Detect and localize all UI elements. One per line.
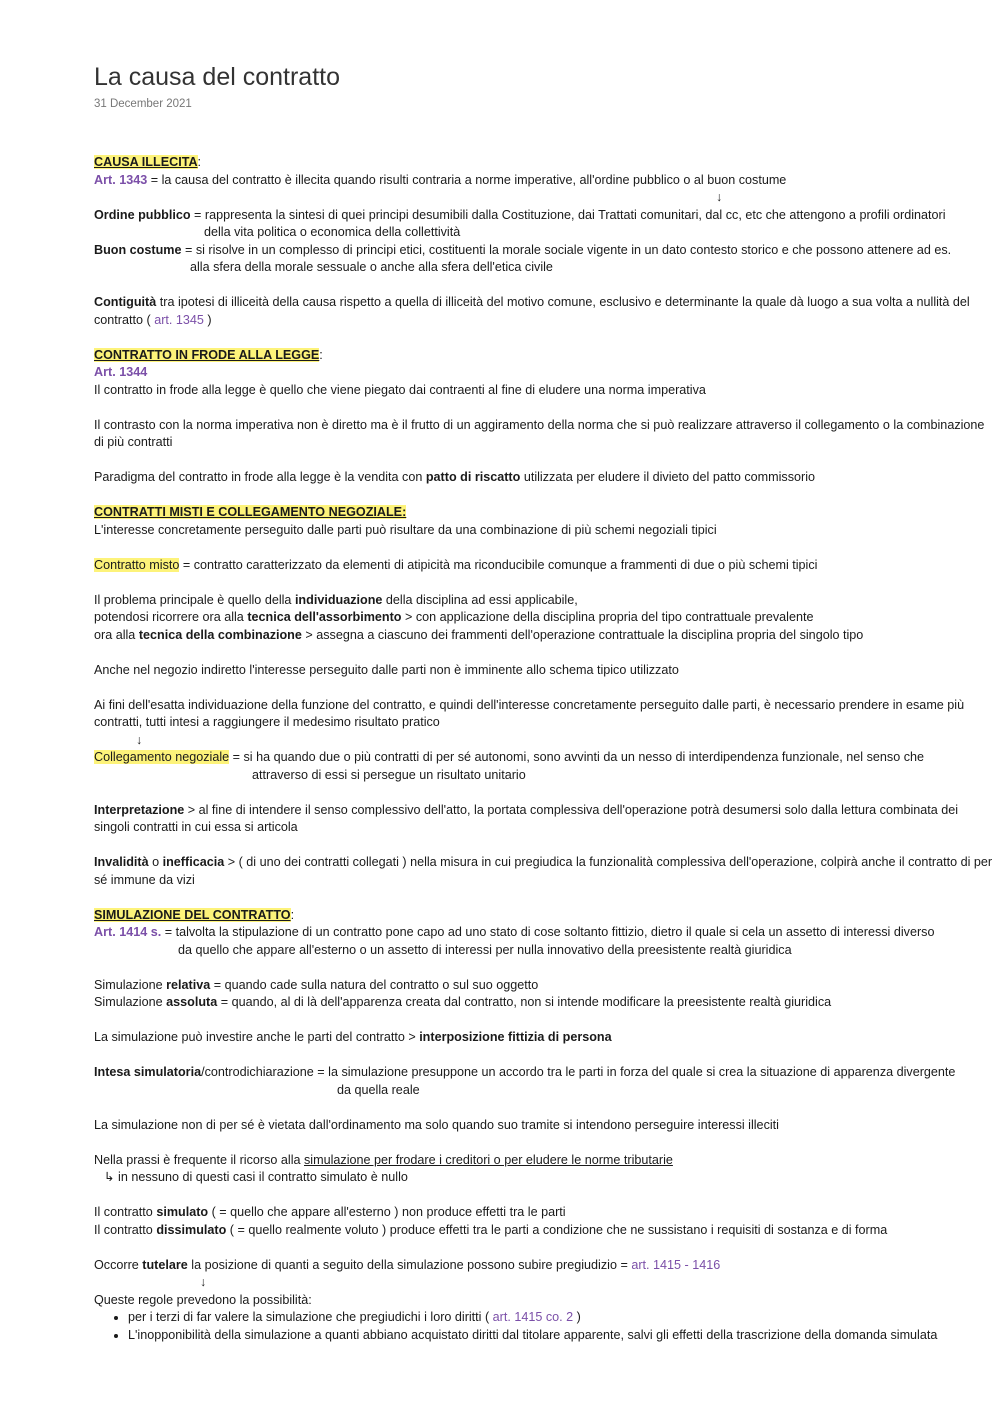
paragraph — [94, 207, 994, 225]
paragraph — [94, 242, 994, 260]
term: individuazione — [294, 592, 383, 607]
text: Simulazione — [94, 995, 167, 1009]
paragraph-continuation: attraverso di essi si persegue un risultato unitario — [252, 767, 526, 782]
text: Paradigma del contratto in frode alla legge è la vendita con — [94, 470, 426, 484]
text: L'inopponibilità della simulazione a quanti abbiano acquistato diritti dal titolare apparente, salvi gli effetti della trascrizione della domanda simulata — [128, 1327, 938, 1342]
term: Ordine pubblico — [94, 207, 191, 222]
section-heading-causa-illecita: CAUSA ILLECITA: — [94, 155, 202, 169]
text: > al fine di intendere il senso complessivo dell'atto, la portata complessiva dell'operazione potrà desumersi solo dalla lettura combinata dei singoli contratti in cui essa si articola — [94, 802, 959, 834]
paragraph — [94, 924, 994, 942]
heading-text: CONTRATTO IN FRODE ALLA LEGGE — [94, 347, 320, 362]
term: Intesa simulatoria — [94, 1065, 202, 1079]
paragraph — [94, 609, 994, 627]
list-item — [128, 1309, 994, 1327]
text: ora alla — [94, 627, 139, 642]
text: Simulazione — [94, 977, 167, 992]
article-reference: Art. 1414 s. — [94, 925, 162, 939]
paragraph — [94, 1222, 994, 1240]
text: la posizione di quanti a seguito della simulazione possono subire pregiudizio = — [187, 1257, 632, 1272]
highlighted-term: Contratto misto — [94, 557, 180, 572]
text: tra ipotesi di illiceità della causa rispetto a quella di illiceità del motivo comune, esclusivo e determinante la quale dà luogo a sua volta a nullità del contratto ( — [94, 295, 970, 327]
paragraph — [94, 1064, 994, 1082]
paragraph — [94, 1169, 994, 1187]
down-arrow-icon: ↓ — [716, 190, 723, 204]
paragraph — [94, 1152, 994, 1170]
bullet-list — [94, 1309, 994, 1344]
term: dissimulato — [156, 1222, 227, 1237]
text: = talvolta la stipulazione di un contratto pone capo ad uno stato di cose soltanto fittizio, dietro il quale si cela un assetto di interessi diverso — [161, 925, 935, 939]
term: Contiguità — [94, 295, 157, 309]
underlined-text: simulazione per frodare i creditori o per eludere le norme tributarie — [304, 1152, 673, 1167]
text: ( = quello che appare all'esterno ) non produce effetti tra le parti — [208, 1205, 566, 1219]
text: > ( di uno dei contratti collegati ) nella misura in cui pregiudica la funzionalità complessiva dell'operazione, colpirà anche il contratto di per sé immune da vizi — [94, 855, 993, 887]
text: potendosi ricorrere ora alla — [94, 610, 248, 624]
text: o — [148, 855, 163, 869]
down-arrow-icon: ↓ — [136, 732, 143, 747]
paragraph: Queste regole prevedono la possibilità: — [94, 1292, 312, 1307]
paragraph: Il contratto in frode alla legge è quello che viene piegato dai contraenti al fine di eludere una norma imperativa — [94, 382, 706, 397]
paragraph: Ai fini dell'esatta individuazione della funzione del contratto, e quindi dell'interesse concretamente perseguito dalle parti, è necessario prendere in esame più contratti, tutti intesi a raggiungere il medesimo risultato pratico — [94, 697, 965, 729]
paragraph — [94, 294, 994, 329]
paragraph — [94, 469, 994, 487]
page-date: 31 December 2021 — [94, 98, 192, 110]
paragraph: La simulazione non di per sé è vietata dall'ordinamento ma solo quando suo tramite si intendono perseguire interessi illeciti — [94, 1117, 779, 1132]
text: Il problema principale è quello della — [94, 592, 295, 607]
text: = rappresenta la sintesi di quei principi desumibili dalla Costituzione, dai Trattati comunitari, dal cc, etc che attengono a profili ordinatori — [190, 207, 946, 222]
text: Occorre — [94, 1257, 143, 1272]
section-heading-contratti-misti — [94, 504, 994, 522]
heading-text: SIMULAZIONE DEL CONTRATTO — [94, 907, 291, 922]
paragraph: Il contrasto con la norma imperativa non è diretto ma è il frutto di un aggiramento della norma che si può realizzare attraverso il collegamento o la combinazione di più contratti — [94, 417, 985, 449]
text: = quando, al di là dell'apparenza creata dal contratto, non si intende modificare la preesistente realtà giuridica — [217, 995, 832, 1009]
term: Interpretazione — [94, 802, 185, 817]
article-reference: art. 1345 — [154, 312, 204, 327]
list-item — [128, 1327, 994, 1345]
paragraph — [94, 627, 994, 645]
text: = contratto caratterizzato da elementi di atipicità ma riconducibile comunque a frammenti di due o più schemi tipici — [179, 557, 818, 572]
term: tutelare — [142, 1257, 188, 1272]
article-reference: Art. 1343 — [94, 172, 148, 187]
term: Invalidità — [94, 855, 149, 869]
text: Il contratto — [94, 1222, 157, 1237]
note-body — [94, 154, 994, 1344]
page-title: La causa del contratto — [94, 63, 340, 91]
term: simulato — [156, 1205, 209, 1219]
text: = quando cade sulla natura del contratto o sul suo oggetto — [210, 977, 539, 992]
text: Nella prassi è frequente il ricorso alla — [94, 1152, 304, 1167]
paragraph — [94, 977, 994, 995]
term: tecnica della combinazione — [138, 627, 302, 642]
text: = la causa del contratto è illecita quando risulti contraria a norme imperative, all'ordine pubblico o al buon costume — [147, 172, 787, 187]
article-reference: art. 1415 co. 2 — [492, 1310, 574, 1324]
term: relativa — [166, 977, 211, 992]
paragraph — [94, 557, 994, 575]
text: > con applicazione della disciplina propria del tipo contrattuale prevalente — [401, 610, 814, 624]
section-heading-frode-legge: CONTRATTO IN FRODE ALLA LEGGE: — [94, 347, 323, 362]
paragraph — [94, 1204, 994, 1222]
highlighted-term: Collegamento negoziale — [94, 750, 230, 764]
paragraph — [94, 592, 994, 610]
paragraph — [94, 172, 994, 190]
paragraph-continuation: della vita politica o economica della collettività — [204, 225, 461, 239]
down-arrow-icon: ↓ — [200, 1275, 207, 1289]
paragraph — [94, 1029, 994, 1047]
page-header — [94, 60, 994, 110]
paragraph — [94, 994, 994, 1012]
paragraph — [94, 749, 994, 767]
term: patto di riscatto — [425, 470, 521, 484]
article-reference: Art. 1344 — [94, 365, 148, 379]
paragraph: Anche nel negozio indiretto l'interesse perseguito dalle parti non è imminente allo schema tipico utilizzato — [94, 662, 679, 677]
term: inefficacia — [162, 855, 225, 869]
text: utilizzata per eludere il divieto del patto commissorio — [520, 470, 816, 484]
heading-text: CONTRATTI MISTI E COLLEGAMENTO NEGOZIALE: — [94, 505, 407, 519]
paragraph-continuation: da quello che appare all'esterno o un assetto di interessi per nulla innovativo della preesistente realtà giuridica — [178, 942, 792, 957]
paragraph — [94, 802, 994, 837]
text: Il contratto — [94, 1205, 157, 1219]
heading-text: CAUSA ILLECITA — [94, 155, 198, 169]
paragraph-continuation: da quella reale — [337, 1082, 420, 1097]
term: interposizione fittizia di persona — [419, 1030, 612, 1044]
paragraph-continuation: alla sfera della morale sessuale o anche alla sfera dell'etica civile — [190, 260, 553, 274]
text: /controdichiarazione = la simulazione presuppone un accordo tra le parti in forza del quale si crea la situazione di apparenza divergente — [201, 1065, 956, 1079]
paragraph: L'interesse concretamente perseguito dalle parti può risultare da una combinazione di più schemi negoziali tipici — [94, 522, 717, 537]
hook-arrow-icon: ↳ — [104, 1170, 115, 1184]
text: della disciplina ad essi applicabile, — [382, 592, 578, 607]
text: = si risolve in un complesso di principi etici, costituenti la morale sociale vigente in un dato contesto storico e che possono attenere ad es. — [181, 242, 952, 257]
term: assoluta — [166, 995, 218, 1009]
text: = si ha quando due o più contratti di per sé autonomi, sono avvinti da un nesso di interdipendenza funzionale, nel senso che — [229, 750, 925, 764]
term: Buon costume — [94, 242, 182, 257]
text: ) — [573, 1310, 581, 1324]
text: in nessuno di questi casi il contratto simulato è nullo — [114, 1170, 408, 1184]
section-heading-simulazione: SIMULAZIONE DEL CONTRATTO: — [94, 907, 295, 922]
paragraph — [94, 1257, 994, 1275]
text: > assegna a ciascuno dei frammenti dell'operazione contrattuale la disciplina propria del singolo tipo — [301, 627, 864, 642]
text: ) — [203, 312, 212, 327]
article-reference: art. 1415 - 1416 — [631, 1257, 721, 1272]
text: ( = quello realmente voluto ) produce effetti tra le parti a condizione che ne sussistano i requisiti di sostanza e di forma — [226, 1222, 888, 1237]
paragraph — [94, 854, 994, 889]
text: La simulazione può investire anche le parti del contratto > — [94, 1030, 420, 1044]
text: per i terzi di far valere la simulazione che pregiudichi i loro diritti ( — [128, 1310, 493, 1324]
term: tecnica dell'assorbimento — [247, 610, 402, 624]
